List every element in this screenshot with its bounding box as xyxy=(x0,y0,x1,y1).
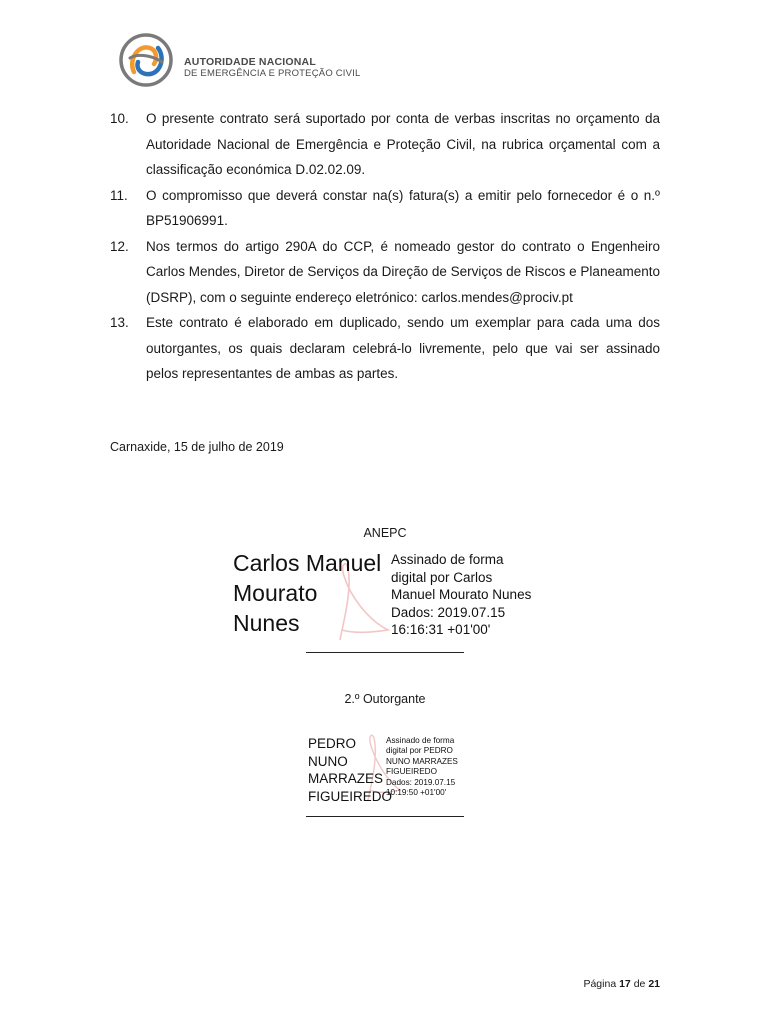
signature2-line xyxy=(306,816,464,817)
clause-13 xyxy=(110,310,660,387)
signature1-digital-info: Assinado de forma digital por Carlos Manuel Mourato Nunes Dados: 2019.07.15 16:16:31 +01'00' xyxy=(391,552,532,637)
clause-text: O compromisso que deverá constar na(s) fatura(s) a emitir pelo fornecedor é o n.º BP51906991. xyxy=(146,187,660,228)
place-and-date: Carnaxide, 15 de julho de 2019 xyxy=(110,440,284,454)
clause-text: O presente contrato será suportado por conta de verbas inscritas no orçamento da Autoridade Nacional de Emergência e Proteção Civil, na rubrica orçamental com a classificação económica D.02.02.09. xyxy=(146,111,660,177)
header-logo xyxy=(116,32,376,88)
page-current: 17 xyxy=(619,978,631,990)
signature2-name: PEDRO NUNO MARRAZES FIGUEIREDO xyxy=(308,736,393,804)
org-name: AUTORIDADE NACIONAL xyxy=(184,56,316,68)
signature1-name: Carlos Manuel Mourato Nunes xyxy=(233,550,382,636)
clause-text: Nos termos do artigo 290A do CCP, é nomeado gestor do contrato o Engenheiro Carlos Mendes, Diretor de Serviços da Direção de Serviços de Riscos e Planeamento (DSRP), com o seguinte endereço eletrónico: carlos.mendes@prociv.pt xyxy=(146,238,660,305)
clause-number: 10. xyxy=(110,111,129,126)
clause-10 xyxy=(110,106,660,183)
page-number: Página 17 de 21 xyxy=(583,978,660,990)
signature1-line xyxy=(306,652,464,653)
signature1-title: ANEPC xyxy=(363,526,407,540)
clause-12 xyxy=(110,234,660,311)
clause-number: 12. xyxy=(110,238,129,254)
clause-number: 13. xyxy=(110,315,129,330)
clause-11 xyxy=(110,183,660,234)
clause-text: Este contrato é elaborado em duplicado, sendo um exemplar para cada uma dos outorgantes, os quais declaram celebrá-lo livremente, pelo que vai ser assinado pelos representantes de ambas as partes. xyxy=(146,315,660,381)
org-subtitle: DE EMERGÊNCIA E PROTEÇÃO CIVIL xyxy=(184,68,361,79)
signature2-digital-info: Assinado de forma digital por PEDRO NUNO MARRAZES FIGUEIREDO Dados: 2019.07.15 10:19:50 +01'00' xyxy=(386,736,458,798)
contract-clauses xyxy=(110,106,660,387)
clause-number: 11. xyxy=(110,187,128,203)
page-total: 21 xyxy=(648,978,660,990)
anepc-logo-icon xyxy=(116,32,180,88)
signature2-title: 2.º Outorgante xyxy=(344,692,426,706)
